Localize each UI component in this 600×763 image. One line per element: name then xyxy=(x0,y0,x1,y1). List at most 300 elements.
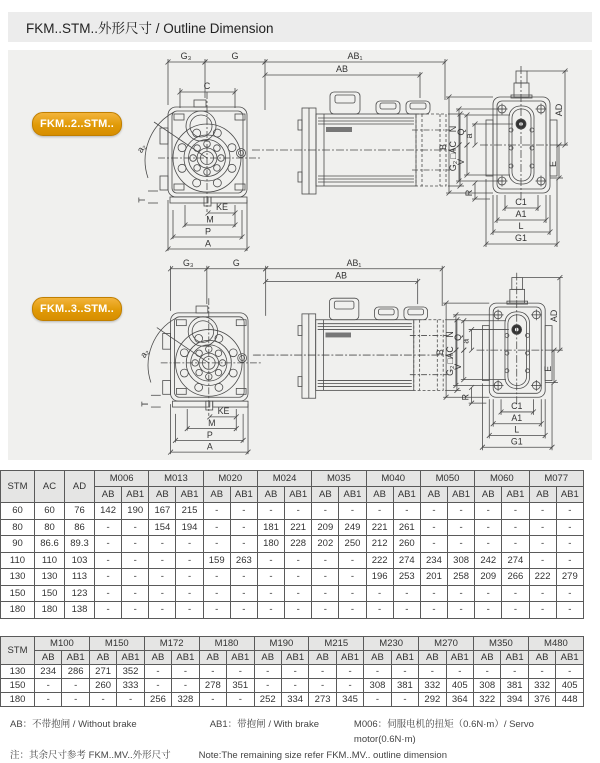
table-row xyxy=(1,602,584,619)
table-cell: - xyxy=(475,519,502,536)
sub-header-ab: AB xyxy=(144,651,171,665)
corner-header-ac: AC xyxy=(35,471,65,503)
table-cell: 376 xyxy=(528,693,555,707)
corner-header-stm: STM xyxy=(1,637,35,665)
table-cell: - xyxy=(227,693,254,707)
table-cell: 308 xyxy=(364,679,391,693)
dim-label-t: T xyxy=(137,197,147,203)
table-cell: - xyxy=(230,519,257,536)
dim-label-b: B xyxy=(435,349,446,356)
table-cell: 130 xyxy=(1,665,35,679)
motor-group-header-m024: M024 xyxy=(257,471,311,487)
table-cell: - xyxy=(230,602,257,619)
table-cell: 209 xyxy=(475,569,502,586)
table-cell: 234 xyxy=(35,665,62,679)
table-cell: 150 xyxy=(35,585,65,602)
note-m006: M006：伺服电机的扭矩（0.6N·m）/ Servo motor(0.6N·m) xyxy=(353,719,534,745)
table-cell: 209 xyxy=(312,519,339,536)
sub-header-ab1: AB1 xyxy=(446,651,473,665)
table-cell: 308 xyxy=(448,552,475,569)
table-cell: 76 xyxy=(65,503,95,520)
table-cell: - xyxy=(149,569,176,586)
dim-label-v: V xyxy=(452,363,463,370)
table-cell: - xyxy=(475,602,502,619)
table-cell: 194 xyxy=(176,519,203,536)
table-cell: - xyxy=(475,503,502,520)
table-cell: 332 xyxy=(419,679,446,693)
table-cell: - xyxy=(144,665,171,679)
dim-label-t: T xyxy=(139,401,150,407)
table-cell: - xyxy=(312,602,339,619)
page-title-text: FKM..STM..外形尺寸 / Outline Dimension xyxy=(26,21,274,36)
dim-label-a2: a₂ xyxy=(135,141,149,155)
table-cell: 381 xyxy=(501,679,528,693)
dim-label-aa: a xyxy=(460,338,471,344)
table-cell: - xyxy=(257,503,284,520)
table-cell: 258 xyxy=(448,569,475,586)
table-cell: - xyxy=(556,503,583,520)
table-cell: - xyxy=(446,665,473,679)
table-cell: - xyxy=(285,569,312,586)
table-cell: 221 xyxy=(285,519,312,536)
table-cell: 279 xyxy=(556,569,583,586)
sub-header-ab: AB xyxy=(199,651,226,665)
sub-header-ab1: AB1 xyxy=(172,651,199,665)
table-cell: - xyxy=(420,602,447,619)
table-cell: - xyxy=(176,585,203,602)
footnote-line-2 xyxy=(10,748,592,763)
sub-header-ab1: AB1 xyxy=(62,651,89,665)
table-cell: 250 xyxy=(339,536,366,553)
table-cell: - xyxy=(62,679,89,693)
table-cell: - xyxy=(95,552,122,569)
drawing-block-fkm2 xyxy=(8,50,592,257)
table-cell: - xyxy=(149,585,176,602)
motor-group-header-m100: M100 xyxy=(35,637,90,651)
table-cell: - xyxy=(89,693,116,707)
table-cell: - xyxy=(203,602,230,619)
table-cell: - xyxy=(285,503,312,520)
sub-header-ab1: AB1 xyxy=(176,487,203,503)
table-cell: 261 xyxy=(393,519,420,536)
table-cell: - xyxy=(230,503,257,520)
dim-label-a2: a₂ xyxy=(138,347,152,360)
table-cell: - xyxy=(203,503,230,520)
motor-group-header-m006: M006 xyxy=(95,471,149,487)
table-cell: - xyxy=(230,569,257,586)
sub-header-ab1: AB1 xyxy=(502,487,529,503)
table-cell: 333 xyxy=(117,679,144,693)
sub-header-ab1: AB1 xyxy=(501,651,528,665)
outline-drawing-fkm2 xyxy=(8,50,592,257)
dim-label-q: Q xyxy=(452,333,463,341)
table-cell: - xyxy=(502,536,529,553)
motor-group-header-m013: M013 xyxy=(149,471,203,487)
table-cell: - xyxy=(122,519,149,536)
dim-label-ab: AB xyxy=(335,270,348,281)
table-cell: - xyxy=(419,665,446,679)
table-cell: - xyxy=(393,602,420,619)
table-row xyxy=(1,585,584,602)
sub-header-ab1: AB1 xyxy=(122,487,149,503)
table-cell: 110 xyxy=(1,552,35,569)
table-cell: - xyxy=(257,569,284,586)
table-cell: - xyxy=(556,585,583,602)
motor-group-header-m480: M480 xyxy=(528,637,583,651)
table-row xyxy=(1,536,584,553)
motor-group-header-m035: M035 xyxy=(312,471,366,487)
table-cell: - xyxy=(312,503,339,520)
dim-label-g1: G1 xyxy=(514,233,528,243)
dim-label-m: M xyxy=(206,214,214,225)
table-cell: - xyxy=(336,665,363,679)
dim-label-r: R xyxy=(464,189,474,197)
motor-group-header-m270: M270 xyxy=(419,637,474,651)
dim-label-ad: AD xyxy=(554,103,564,117)
table-cell: 260 xyxy=(89,679,116,693)
table-cell: - xyxy=(529,602,556,619)
table-cell: - xyxy=(529,552,556,569)
table-cell: 180 xyxy=(35,602,65,619)
dim-label-g: G xyxy=(231,51,239,61)
corner-header-stm: STM xyxy=(1,471,35,503)
table-cell: - xyxy=(502,602,529,619)
table-cell: - xyxy=(448,602,475,619)
table-cell: - xyxy=(502,503,529,520)
table-cell: - xyxy=(420,585,447,602)
sub-header-ab: AB xyxy=(149,487,176,503)
sub-header-ab1: AB1 xyxy=(230,487,257,503)
table-cell: 260 xyxy=(393,536,420,553)
sub-header-ab1: AB1 xyxy=(281,651,308,665)
page-title xyxy=(8,12,592,42)
note-ab1: AB1：带抱闸 / With brake xyxy=(209,719,319,730)
sub-header-ab: AB xyxy=(35,651,62,665)
table-cell: 234 xyxy=(420,552,447,569)
footnote-line-1 xyxy=(10,717,592,747)
table-cell: 212 xyxy=(366,536,393,553)
table-cell: 381 xyxy=(391,679,418,693)
sub-header-ab: AB xyxy=(528,651,555,665)
table-cell: 332 xyxy=(528,679,555,693)
table-cell: - xyxy=(95,585,122,602)
table-cell: - xyxy=(339,503,366,520)
table-row xyxy=(1,665,584,679)
dimension-table-2-wrap xyxy=(0,636,584,707)
table-cell: 274 xyxy=(393,552,420,569)
table-cell: - xyxy=(149,552,176,569)
table-row xyxy=(1,569,584,586)
table-cell: - xyxy=(529,585,556,602)
dim-label-r: R xyxy=(460,394,471,401)
motor-group-header-m060: M060 xyxy=(475,471,529,487)
table-cell: - xyxy=(285,552,312,569)
table-cell: - xyxy=(502,585,529,602)
table-cell: - xyxy=(475,536,502,553)
sub-header-ab: AB xyxy=(475,487,502,503)
table-cell: 167 xyxy=(149,503,176,520)
sub-header-ab1: AB1 xyxy=(117,651,144,665)
table-cell: 394 xyxy=(501,693,528,707)
drawing-panel xyxy=(8,50,592,460)
table-cell: 253 xyxy=(393,569,420,586)
motor-group-header-m190: M190 xyxy=(254,637,309,651)
table-cell: 80 xyxy=(1,519,35,536)
table-cell: 274 xyxy=(502,552,529,569)
table-cell: - xyxy=(203,536,230,553)
dim-label-a1: A1 xyxy=(515,209,527,219)
table-cell: 266 xyxy=(502,569,529,586)
table-cell: 405 xyxy=(446,679,473,693)
table-cell: - xyxy=(257,585,284,602)
dim-label-g2: G₂ xyxy=(444,365,455,376)
table-cell: - xyxy=(257,552,284,569)
table-cell: - xyxy=(420,536,447,553)
table-cell: 154 xyxy=(149,519,176,536)
dim-label-ac: □AC xyxy=(448,141,458,159)
table-cell: - xyxy=(339,585,366,602)
dim-label-ac: □AC xyxy=(444,346,455,364)
dim-label-aa: a xyxy=(464,133,474,139)
sub-header-ab: AB xyxy=(474,651,501,665)
table-cell: - xyxy=(556,536,583,553)
dim-label-ke: KE xyxy=(215,202,229,212)
sub-header-ab1: AB1 xyxy=(339,487,366,503)
table-cell: - xyxy=(230,585,257,602)
sub-header-ab: AB xyxy=(364,651,391,665)
table-cell: 196 xyxy=(366,569,393,586)
motor-group-header-m350: M350 xyxy=(474,637,529,651)
dim-label-g3: G₃ xyxy=(182,257,194,268)
table-cell: 278 xyxy=(199,679,226,693)
table-cell: - xyxy=(172,665,199,679)
table-cell: 228 xyxy=(285,536,312,553)
table-cell: - xyxy=(95,602,122,619)
motor-group-header-m150: M150 xyxy=(89,637,144,651)
sub-header-ab1: AB1 xyxy=(336,651,363,665)
sub-header-ab1: AB1 xyxy=(448,487,475,503)
table-cell: 138 xyxy=(65,602,95,619)
footnotes xyxy=(10,717,592,763)
motor-group-header-m215: M215 xyxy=(309,637,364,651)
table-cell: - xyxy=(556,519,583,536)
sub-header-ab: AB xyxy=(257,487,284,503)
table-row xyxy=(1,519,584,536)
table-cell: 180 xyxy=(1,693,35,707)
dimension-table-1-wrap xyxy=(0,470,584,619)
table-cell: - xyxy=(122,602,149,619)
dimension-table-1 xyxy=(0,470,584,619)
table-cell: 222 xyxy=(529,569,556,586)
dim-label-p: P xyxy=(204,226,212,237)
table-cell: 308 xyxy=(474,679,501,693)
table-cell: 352 xyxy=(117,665,144,679)
table-cell: - xyxy=(35,693,62,707)
dim-label-c: C xyxy=(203,81,211,91)
table-cell: - xyxy=(309,679,336,693)
table-cell: - xyxy=(391,693,418,707)
table-cell: 180 xyxy=(257,536,284,553)
table-cell: - xyxy=(117,693,144,707)
table-cell: 249 xyxy=(339,519,366,536)
table-cell: 256 xyxy=(144,693,171,707)
table-cell: - xyxy=(529,536,556,553)
sub-header-ab: AB xyxy=(89,651,116,665)
sub-header-ab: AB xyxy=(95,487,122,503)
table-cell: - xyxy=(475,585,502,602)
dim-label-b: B xyxy=(438,143,448,151)
sub-header-ab: AB xyxy=(312,487,339,503)
dimension-table-2 xyxy=(0,636,584,707)
dim-label-c1: C1 xyxy=(511,401,523,412)
dim-label-ab: AB xyxy=(335,64,349,74)
table-cell: - xyxy=(199,665,226,679)
motor-group-header-m020: M020 xyxy=(203,471,257,487)
table-cell: 130 xyxy=(1,569,35,586)
table-cell: 351 xyxy=(227,679,254,693)
table-row xyxy=(1,693,584,707)
table-cell: - xyxy=(339,569,366,586)
dim-label-g: G xyxy=(232,257,240,268)
table-row xyxy=(1,552,584,569)
table-cell: - xyxy=(149,536,176,553)
table-cell: - xyxy=(528,665,555,679)
table-cell: - xyxy=(448,585,475,602)
table-cell: - xyxy=(556,602,583,619)
sub-header-ab1: AB1 xyxy=(391,651,418,665)
table-cell: - xyxy=(122,585,149,602)
table-cell: - xyxy=(393,585,420,602)
motor-group-header-m230: M230 xyxy=(364,637,419,651)
model-badge-fkm2: FKM..2..STM.. xyxy=(32,112,122,136)
table-cell: 405 xyxy=(556,679,584,693)
table-cell: - xyxy=(309,665,336,679)
sub-header-ab: AB xyxy=(529,487,556,503)
sub-header-ab: AB xyxy=(254,651,281,665)
table-cell: - xyxy=(529,519,556,536)
table-cell: 364 xyxy=(446,693,473,707)
drawing-block-fkm3 xyxy=(8,257,592,460)
table-cell: 190 xyxy=(122,503,149,520)
table-cell: 252 xyxy=(254,693,281,707)
table-cell: 159 xyxy=(203,552,230,569)
note-cn: 注：其余尺寸参考 FKM..MV..外形尺寸 xyxy=(10,750,171,761)
table-cell: - xyxy=(339,552,366,569)
table-cell: - xyxy=(144,679,171,693)
table-cell: - xyxy=(501,665,528,679)
table-cell: - xyxy=(366,585,393,602)
note-en: Note:The remaining size refer FKM..MV.. outline dimension xyxy=(198,750,447,761)
table-cell: 263 xyxy=(230,552,257,569)
table-cell: - xyxy=(203,569,230,586)
table-cell: - xyxy=(391,665,418,679)
table-cell: 86 xyxy=(65,519,95,536)
table-cell: - xyxy=(529,503,556,520)
table-cell: - xyxy=(448,503,475,520)
table-cell: 271 xyxy=(89,665,116,679)
table-cell: - xyxy=(364,693,391,707)
table-cell: 110 xyxy=(35,552,65,569)
dim-label-q: Q xyxy=(456,128,466,136)
sub-header-ab1: AB1 xyxy=(227,651,254,665)
table-cell: - xyxy=(203,585,230,602)
motor-group-header-m050: M050 xyxy=(420,471,474,487)
table-cell: - xyxy=(254,679,281,693)
dim-label-g2: G₂ xyxy=(448,160,458,172)
table-cell: 60 xyxy=(1,503,35,520)
table-cell: - xyxy=(95,519,122,536)
table-cell: - xyxy=(364,665,391,679)
table-cell: - xyxy=(312,585,339,602)
table-cell: - xyxy=(227,665,254,679)
table-cell: - xyxy=(257,602,284,619)
table-cell: 334 xyxy=(281,693,308,707)
table-row xyxy=(1,679,584,693)
motor-group-header-m077: M077 xyxy=(529,471,584,487)
table-cell: - xyxy=(122,552,149,569)
table-cell: - xyxy=(366,602,393,619)
table-cell: - xyxy=(336,679,363,693)
motor-group-header-m172: M172 xyxy=(144,637,199,651)
table-cell: 90 xyxy=(1,536,35,553)
table-cell: - xyxy=(448,536,475,553)
table-cell: - xyxy=(122,536,149,553)
table-cell: - xyxy=(281,679,308,693)
dim-label-n: N xyxy=(444,331,455,338)
table-cell: 222 xyxy=(366,552,393,569)
table-cell: - xyxy=(62,693,89,707)
table-cell: - xyxy=(35,679,62,693)
table-cell: 150 xyxy=(1,585,35,602)
table-cell: 448 xyxy=(556,693,584,707)
corner-header-ad: AD xyxy=(65,471,95,503)
table-cell: 113 xyxy=(65,569,95,586)
table-cell: - xyxy=(176,552,203,569)
table-cell: - xyxy=(366,503,393,520)
table-cell: 322 xyxy=(474,693,501,707)
dim-label-ab1: AB₁ xyxy=(346,257,362,268)
table-cell: - xyxy=(281,665,308,679)
dim-label-ab1: AB₁ xyxy=(347,51,363,61)
table-cell: - xyxy=(556,665,584,679)
table-cell: 89.3 xyxy=(65,536,95,553)
dim-label-v: V xyxy=(456,158,466,166)
table-cell: 221 xyxy=(366,519,393,536)
table-cell: - xyxy=(448,519,475,536)
table-cell: 242 xyxy=(475,552,502,569)
table-cell: - xyxy=(95,569,122,586)
table-cell: 130 xyxy=(35,569,65,586)
dim-label-m: M xyxy=(208,418,216,429)
table-cell: 60 xyxy=(35,503,65,520)
dim-label-a1: A1 xyxy=(511,412,523,423)
dim-label-a: A xyxy=(206,441,213,452)
dim-label-g3: G₃ xyxy=(180,51,192,61)
table-cell: 202 xyxy=(312,536,339,553)
sub-header-ab: AB xyxy=(420,487,447,503)
table-cell: - xyxy=(420,519,447,536)
table-cell: 86.6 xyxy=(35,536,65,553)
table-cell: - xyxy=(502,519,529,536)
table-cell: 181 xyxy=(257,519,284,536)
table-cell: 180 xyxy=(1,602,35,619)
table-cell: - xyxy=(285,585,312,602)
table-cell: - xyxy=(474,665,501,679)
model-badge-fkm3: FKM..3..STM.. xyxy=(32,297,122,321)
table-cell: 286 xyxy=(62,665,89,679)
table-cell: - xyxy=(556,552,583,569)
table-cell: 150 xyxy=(1,679,35,693)
